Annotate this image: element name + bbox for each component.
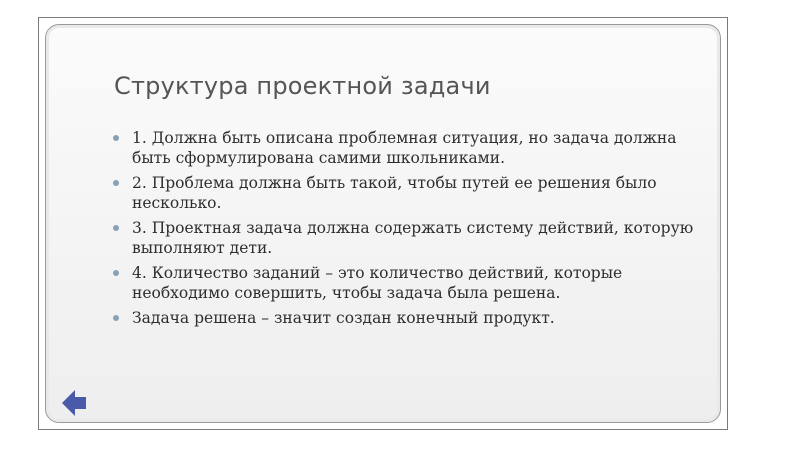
bullet-item xyxy=(112,173,697,213)
arrow-left-icon xyxy=(62,388,88,418)
bullet-dot-icon xyxy=(113,270,119,276)
back-button[interactable] xyxy=(62,388,88,418)
bullet-text: Задача решена – значит создан конечный продукт. xyxy=(132,309,555,327)
bullet-text: 3. Проектная задача должна содержать систему действий, которую выполняют дети. xyxy=(132,219,694,257)
bullet-text: 2. Проблема должна быть такой, чтобы путей ее решения было несколько. xyxy=(132,174,657,212)
bullet-dot-icon xyxy=(113,135,119,141)
bullet-dot-icon xyxy=(113,180,119,186)
bullet-text: 4. Количество заданий – это количество действий, которые необходимо совершить, чтобы задача была решена. xyxy=(132,264,623,302)
bullet-dot-icon xyxy=(113,225,119,231)
bullet-item xyxy=(112,218,697,258)
bullet-text: 1. Должна быть описана проблемная ситуация, но задача должна быть сформулирована самими школьниками. xyxy=(132,129,677,167)
bullet-list xyxy=(112,128,697,333)
bullet-item xyxy=(112,308,697,328)
bullet-item xyxy=(112,128,697,168)
slide-title: Структура проектной задачи xyxy=(114,72,491,100)
bullet-dot-icon xyxy=(113,315,119,321)
bullet-item xyxy=(112,263,697,303)
